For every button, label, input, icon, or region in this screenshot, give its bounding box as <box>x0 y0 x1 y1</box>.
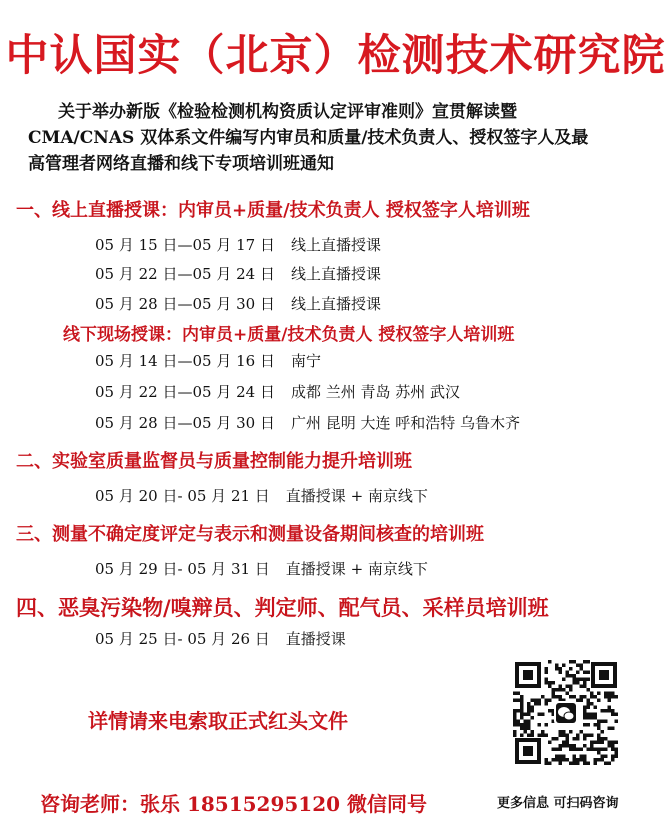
details-note: 详情请来电索取正式红头文件 <box>88 709 348 733</box>
schedule-row <box>95 234 381 255</box>
section1-sub-heading: 线下现场授课：内审员+质量/技术负责人 授权签字人培训班 <box>63 325 515 345</box>
section2-heading: 二、实验室质量监督员与质量控制能力提升培训班 <box>16 451 412 472</box>
schedule-date: 05 月 28 日—05 月 30 日 <box>95 295 275 313</box>
schedule-date: 05 月 28 日—05 月 30 日 <box>95 414 275 432</box>
schedule-row <box>95 412 520 433</box>
qr-caption: 更多信息 可扫码咨询 <box>497 796 619 811</box>
schedule-location: 直播授课 <box>285 630 346 648</box>
section1-heading: 一、线上直播授课：内审员+质量/技术负责人 授权签字人培训班 <box>16 200 530 221</box>
schedule-location: 直播授课 + 南京线下 <box>285 560 428 578</box>
schedule-location: 线上直播授课 <box>290 236 381 254</box>
notice-line-3: 高管理者网络直播和线下专项培训班通知 <box>28 154 334 174</box>
schedule-date: 05 月 22 日—05 月 24 日 <box>95 265 275 283</box>
notice-line-2: CMA/CNAS 双体系文件编写内审员和质量/技术负责人、授权签字人及最 <box>28 128 589 148</box>
schedule-row <box>95 485 428 506</box>
schedule-row <box>95 293 381 314</box>
schedule-row <box>95 628 346 649</box>
schedule-row <box>95 558 428 579</box>
schedule-location: 成都 兰州 青岛 苏州 武汉 <box>290 383 461 401</box>
schedule-row <box>95 263 381 284</box>
wechat-qr-code-icon[interactable] <box>511 658 621 768</box>
schedule-date: 05 月 25 日- 05 月 26 日 <box>95 630 270 648</box>
schedule-location: 广州 昆明 大连 呼和浩特 乌鲁木齐 <box>290 414 521 432</box>
notice-heading <box>28 99 668 177</box>
schedule-date: 05 月 15 日—05 月 17 日 <box>95 236 275 254</box>
schedule-location: 直播授课 + 南京线下 <box>285 487 428 505</box>
schedule-location: 线上直播授课 <box>290 295 381 313</box>
schedule-date: 05 月 29 日- 05 月 31 日 <box>95 560 270 578</box>
notice-line-1: 关于举办新版《检验检测机构资质认定评审准则》宣贯解读暨 <box>58 102 517 122</box>
section3-heading: 三、测量不确定度评定与表示和测量设备期间核查的培训班 <box>16 524 484 545</box>
section4-heading: 四、恶臭污染物/嗅辩员、判定师、配气员、采样员培训班 <box>16 595 549 620</box>
page-title: 中认国实（北京）检测技术研究院 <box>5 31 666 81</box>
schedule-date: 05 月 20 日- 05 月 21 日 <box>95 487 270 505</box>
schedule-row <box>95 350 321 371</box>
schedule-date: 05 月 22 日—05 月 24 日 <box>95 383 275 401</box>
schedule-location: 南宁 <box>290 352 321 370</box>
schedule-date: 05 月 14 日—05 月 16 日 <box>95 352 275 370</box>
schedule-row <box>95 381 460 402</box>
schedule-location: 线上直播授课 <box>290 265 381 283</box>
consultant-contact: 咨询老师：张乐 18515295120 微信同号 <box>40 792 428 816</box>
